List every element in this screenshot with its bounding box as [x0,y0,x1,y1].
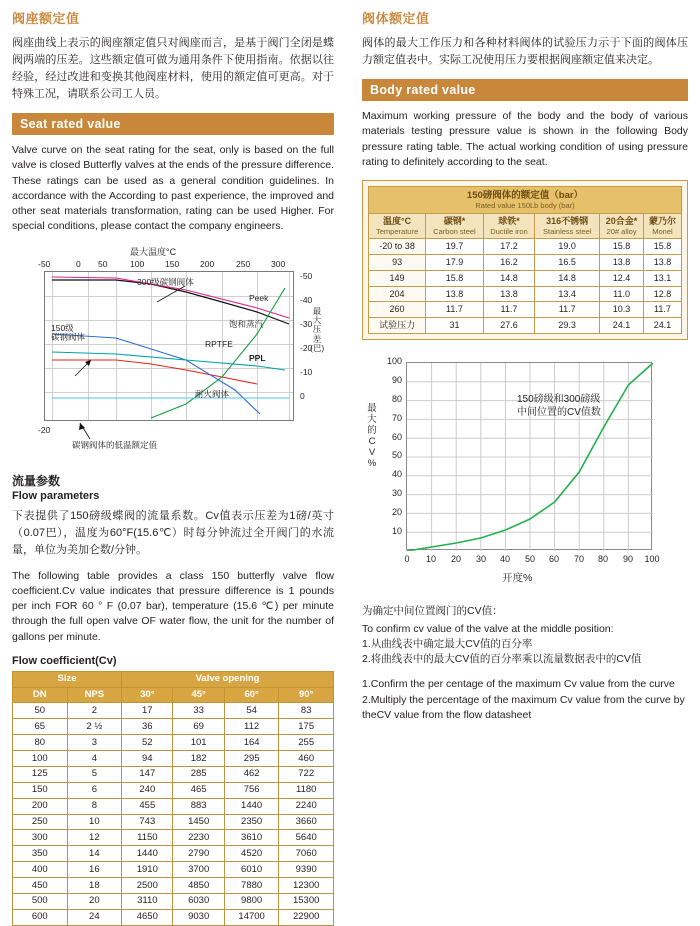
chart1-label-firesafe: 耐火阀体 [195,388,230,399]
cv-cell: 722 [279,766,334,782]
body-col-carbon-en: Carbon steel [433,227,476,237]
chart1-xtick: 150 [165,258,180,269]
cv-cell: 12 [67,830,122,846]
cv-cell: 350 [13,846,68,862]
cv-cell: 255 [279,735,334,751]
notes-cn-list [362,637,688,667]
body-col-stainless-en: Stainless steel [542,227,592,237]
table-row [369,318,682,334]
seat-rated-value-bar: Seat rated value [12,113,334,135]
chart1-xtick: 0 [76,258,81,269]
chart2-ytick: 60 [391,431,402,442]
chart1-xtick: 250 [236,258,251,269]
chart1-xtick: -50 [38,258,51,269]
cv-cell: 3700 [173,862,224,878]
body-cell: 试验压力 [369,318,426,334]
chart1-label-peek: Peek [249,292,269,303]
table-row [13,878,334,894]
cv-cell: 8 [67,798,122,814]
cv-cell: 4520 [224,846,279,862]
cv-cell: 6 [67,782,122,798]
cv-cell: 2500 [122,878,173,894]
cv-cell: 33 [173,703,224,719]
chart2-xtick: 40 [499,553,510,564]
cv-cell: 295 [224,751,279,767]
chart2-ytick: 10 [391,525,402,536]
table-row [13,766,334,782]
cv-cell: 743 [122,814,173,830]
cv-cell: 3660 [279,814,334,830]
chart2-xtick: 100 [644,553,660,564]
body-rating-table-wrap [362,180,688,340]
chart2-ytick: 100 [386,355,402,366]
cv-cell: 5 [67,766,122,782]
cv-cell: 4850 [173,878,224,894]
cv-cell: 3110 [122,893,173,909]
cv-col-dn: DN [13,687,68,703]
table-row [369,254,682,270]
body-rated-value-bar: Body rated value [362,79,688,101]
table-row [369,302,682,318]
chart1-label-rptfe: RPTFE [205,338,233,349]
cv-cell: 125 [13,766,68,782]
chart1-xtick: 100 [130,258,145,269]
table-row [13,703,334,719]
body-cell: 15.8 [600,239,644,255]
cv-cell: 2230 [173,830,224,846]
body-cell: 19.7 [426,239,484,255]
body-col-carbon-cn: 碳钢* [443,216,466,227]
chart2-xtick: 80 [597,553,608,564]
chart1-annotation-150: 150级 碳钢阀体 [51,322,86,343]
cv-cell: 16 [67,862,122,878]
chart1-xtick: 50 [98,258,108,269]
flow-params-title-cn: 流量参数 [12,473,61,488]
body-table-body [369,239,682,334]
table-row [13,862,334,878]
body-col-ductile [483,214,534,239]
cv-table-body [13,703,334,925]
flow-coefficient-table [12,671,334,926]
cv-cell: 15300 [279,893,334,909]
chart1-annotation-300: 300级碳钢阀体 [137,276,194,287]
chart2-xtick: 10 [425,553,436,564]
chart1-ytick: -10 [300,366,313,377]
cv-cell: 80 [13,735,68,751]
cv-cell: 462 [224,766,279,782]
cv-cell: 10 [67,814,122,830]
seat-rating-para-en: Valve curve on the seat rating for the seat, only is based on the full valve is closed Butterfly valves at the ends of the pressure difference. These ratings can be used as a general condition guidelines. In accordance with the According to past experience, the improved and other seat materials transformation, rating can be used Higher. For special conditions, please contact the company engineers. [12,144,334,233]
body-cell: 13.8 [600,254,644,270]
chart2-callout: 150磅级和300磅级 中间位置的CV值数 [517,393,601,419]
cv-cell: 2350 [224,814,279,830]
chart2-xtick: 30 [475,553,486,564]
body-table-band-cn: 150磅阀体的额定值（bar） [466,189,584,201]
cv-cell: 6030 [173,893,224,909]
cv-cell: 500 [13,893,68,909]
cv-col-45: 45° [173,687,224,703]
seat-rating-chart [12,245,334,460]
cv-curve-chart [362,354,688,594]
cv-cell: 285 [173,766,224,782]
chart1-label-ppl: PPL [249,352,266,363]
cv-cell: 69 [173,719,224,735]
cv-cell: 455 [122,798,173,814]
body-cell: 13.8 [483,286,534,302]
body-cell: 11.7 [643,302,681,318]
body-cell: 12.4 [600,270,644,286]
cv-cell: 14700 [224,909,279,925]
cv-cell: 883 [173,798,224,814]
body-col-stainless [535,214,600,239]
table-row [13,846,334,862]
table-row [13,893,334,909]
chart1-bottom-arrow [12,245,334,460]
cv-cell: 24 [67,909,122,925]
body-col-monel [643,214,681,239]
cv-cell: 240 [122,782,173,798]
cv-cell: 450 [13,878,68,894]
body-col-monel-cn: 蒙乃尔 [648,216,676,227]
body-cell: 15.8 [643,239,681,255]
chart1-ytick: -40 [300,294,313,305]
body-cell: -20 to 38 [369,239,426,255]
body-cell: 11.0 [600,286,644,302]
list-item: 1.从曲线表中确定最大CV值的百分率 [362,637,533,650]
body-cell: 10.3 [600,302,644,318]
cv-cell: 112 [224,719,279,735]
chart2-ytick: 70 [391,412,402,423]
body-cell: 11.7 [483,302,534,318]
cv-cell: 22900 [279,909,334,925]
cv-cell: 465 [173,782,224,798]
body-col-ductile-cn: 球铁* [498,216,520,227]
flow-params-para-en: The following table provides a class 150 butterfly valve flow coefficient.Cv value indicates that pressure difference is 1 pounds per inch FOR 60 ° F (0.07 bar), temperature (15.6 ℃) per minute through the full open valve OF water flow, the unit for the number of gallons per minute. [12,569,334,643]
cv-cell: 9390 [279,862,334,878]
table-row [13,798,334,814]
cv-cell: 164 [224,735,279,751]
body-cell: 11.7 [535,302,600,318]
chart2-xtick: 70 [573,553,584,564]
cv-cell: 147 [122,766,173,782]
flow-params-para-cn: 下表提供了150磅级蝶阀的流量系数。Cv值表示压差为1磅/英寸（0.07巴），温度为60°F(15.6℃）时每分钟流过全开阀门的水流量，单位为美加仑数/分钟。 [12,509,334,556]
chart2-ytick: 90 [391,374,402,385]
table-row [13,814,334,830]
body-cell: 31 [426,318,484,334]
body-cell: 24.1 [643,318,681,334]
chart1-label-steam: 饱和蒸汽 [229,318,264,329]
cv-cell: 2 ½ [67,719,122,735]
body-col-carbon [426,214,484,239]
cv-cell: 175 [279,719,334,735]
cv-cell: 65 [13,719,68,735]
body-table-band [369,186,682,213]
cv-cell: 9800 [224,893,279,909]
body-cell: 149 [369,270,426,286]
chart2-ytick: 20 [391,506,402,517]
cv-cell: 300 [13,830,68,846]
chart2-xtick: 90 [622,553,633,564]
body-cell: 13.4 [535,286,600,302]
body-rating-table [368,186,682,334]
cv-cell: 460 [279,751,334,767]
cv-cell: 3610 [224,830,279,846]
cv-cell: 250 [13,814,68,830]
body-col-alloy-en: 20# alloy [606,227,637,237]
body-col-monel-en: Monel [652,227,673,237]
cv-col-30: 30° [122,687,173,703]
cv-cell: 1440 [224,798,279,814]
body-cell: 24.1 [600,318,644,334]
cv-cell: 4650 [122,909,173,925]
cv-cell: 600 [13,909,68,925]
list-item: 2.Multiply the percentage of the maximum Cv value from the curve by theCV value from the flow datasheet [362,693,685,721]
cv-cell: 18 [67,878,122,894]
cv-cell: 1910 [122,862,173,878]
cv-col-nps: NPS [67,687,122,703]
cv-cell: 54 [224,703,279,719]
body-rating-title-cn: 阀体额定值 [362,11,430,26]
chart2-xtick: 50 [524,553,535,564]
table-row [13,735,334,751]
cv-cell: 6010 [224,862,279,878]
body-cell: 12.8 [643,286,681,302]
chart2-ytick: 50 [391,449,402,460]
chart2-xtick: 0 [404,553,410,564]
body-cell: 260 [369,302,426,318]
cv-col-60: 60° [224,687,279,703]
notes-en-list [362,677,688,723]
cv-cell: 2790 [173,846,224,862]
chart1-ytick: -30 [300,318,313,329]
body-cell: 11.7 [426,302,484,318]
cv-cell: 50 [13,703,68,719]
chart2-y-axis-label: 最 大 的 C V % [367,402,377,469]
chart1-ytick-low: -20 [38,424,51,435]
body-cell: 27.6 [483,318,534,334]
seat-rating-para-cn: 阀座曲线上表示的阀座额定值只对阀座而言，是基于阀门全闭是蝶阀两端的压差。这些额定值可做为通用条件下使用指南。依据以往经验，经过改进和变换其他阀座材料，使用的额定值可更高。对于特殊工况，请联系公司工人员。 [12,37,334,101]
body-col-alloy [600,214,644,239]
left-column [12,8,334,926]
table-row [13,909,334,925]
cv-cell: 17 [122,703,173,719]
flow-coefficient-heading: Flow coefficient(Cv) [12,654,117,667]
cv-cell: 94 [122,751,173,767]
cv-cell: 2 [67,703,122,719]
body-cell: 16.2 [483,254,534,270]
cv-cell: 5640 [279,830,334,846]
table-row [13,782,334,798]
chart1-xtick: 300 [271,258,286,269]
body-cell: 17.2 [483,239,534,255]
chart1-ytick: 0 [300,390,305,401]
body-col-stainless-cn: 316不锈钢 [546,216,589,227]
table-row [369,270,682,286]
flow-params-title-en: Flow parameters [12,489,100,502]
body-cell: 14.8 [483,270,534,286]
body-col-alloy-cn: 20合金* [605,216,638,227]
body-rating-para-en: Maximum working pressure of the body and the body of various materials testing pressure value is shown in the following Body pressure rating table. The actual working condition of using pressure rating to definitely according to the seat. [362,110,688,168]
body-cell: 13.8 [426,286,484,302]
table-row [369,239,682,255]
cv-cell: 200 [13,798,68,814]
body-cell: 13.8 [643,254,681,270]
cv-cell: 7060 [279,846,334,862]
cv-group-size: Size [13,671,122,687]
cv-cell: 36 [122,719,173,735]
chart2-xtick: 20 [450,553,461,564]
table-row [13,830,334,846]
cv-cell: 4 [67,751,122,767]
chart2-ytick: 40 [391,468,402,479]
body-col-temp-en: Temperature [376,227,419,237]
notes-title-cn: 为确定中间位置阀门的CV值： [362,604,503,617]
cv-cell: 3 [67,735,122,751]
notes-title-en: To confirm cv value of the valve at the middle position: [362,622,614,635]
cv-col-90: 90° [279,687,334,703]
chart1-y-axis-label: 最 大 压 差 (巴) [310,305,325,353]
cv-cell: 400 [13,862,68,878]
cv-group-opening: Valve opening [122,671,334,687]
body-col-ductile-en: Ductile iron [490,227,528,237]
body-cell: 19.0 [535,239,600,255]
body-col-temp-cn: 温度°C [383,216,412,227]
cv-cell: 1440 [122,846,173,862]
chart2-curve [407,363,653,551]
chart2-ytick: 30 [391,487,402,498]
cv-cell: 1450 [173,814,224,830]
body-rating-para-cn: 阀体的最大工作压力和各种材料阀体的试验压力示于下面的阀体压力额定值表中。实际工况使用压力要根据阀座额定值来决定。 [362,37,688,67]
list-item: 1.Confirm the per centage of the maximum Cv value from the curve [362,678,675,691]
cv-cell: 150 [13,782,68,798]
body-cell: 15.8 [426,270,484,286]
cv-cell: 182 [173,751,224,767]
cv-cell: 9030 [173,909,224,925]
cv-cell: 2240 [279,798,334,814]
body-cell: 17.9 [426,254,484,270]
cv-cell: 52 [122,735,173,751]
table-row [13,719,334,735]
cv-cell: 1180 [279,782,334,798]
right-column [362,8,688,723]
cv-cell: 20 [67,893,122,909]
table-row [369,286,682,302]
cv-cell: 7880 [224,878,279,894]
cv-cell: 100 [13,751,68,767]
chart1-top-axis-label: 最大温度°C [130,246,177,257]
cv-cell: 14 [67,846,122,862]
seat-rating-title-cn: 阀座额定值 [12,11,80,26]
body-cell: 204 [369,286,426,302]
chart2-plot-area [406,362,652,550]
body-col-temp [369,214,426,239]
chart2-xtick: 60 [548,553,559,564]
cv-cell: 101 [173,735,224,751]
body-cell: 93 [369,254,426,270]
cv-cell: 756 [224,782,279,798]
cv-cell: 83 [279,703,334,719]
list-item: 2.将曲线表中的最大CV值的百分率乘以流量数据表中的CV值 [362,653,642,666]
cv-cell: 12300 [279,878,334,894]
chart1-annotation-bottom: 碳钢阀体的低温额定值 [72,439,158,450]
body-table-band-en: Rated value 150Lb body (bar) [475,201,575,211]
chart1-ytick: -50 [300,270,313,281]
chart1-xtick: 200 [200,258,215,269]
body-cell: 29.3 [535,318,600,334]
body-cell: 16.5 [535,254,600,270]
chart2-ytick: 80 [391,393,402,404]
chart2-x-axis-label: 开度% [502,571,533,584]
body-cell: 14.8 [535,270,600,286]
body-cell: 13.1 [643,270,681,286]
chart1-ytick: -20 [300,342,313,353]
cv-cell: 1150 [122,830,173,846]
table-row [13,751,334,767]
